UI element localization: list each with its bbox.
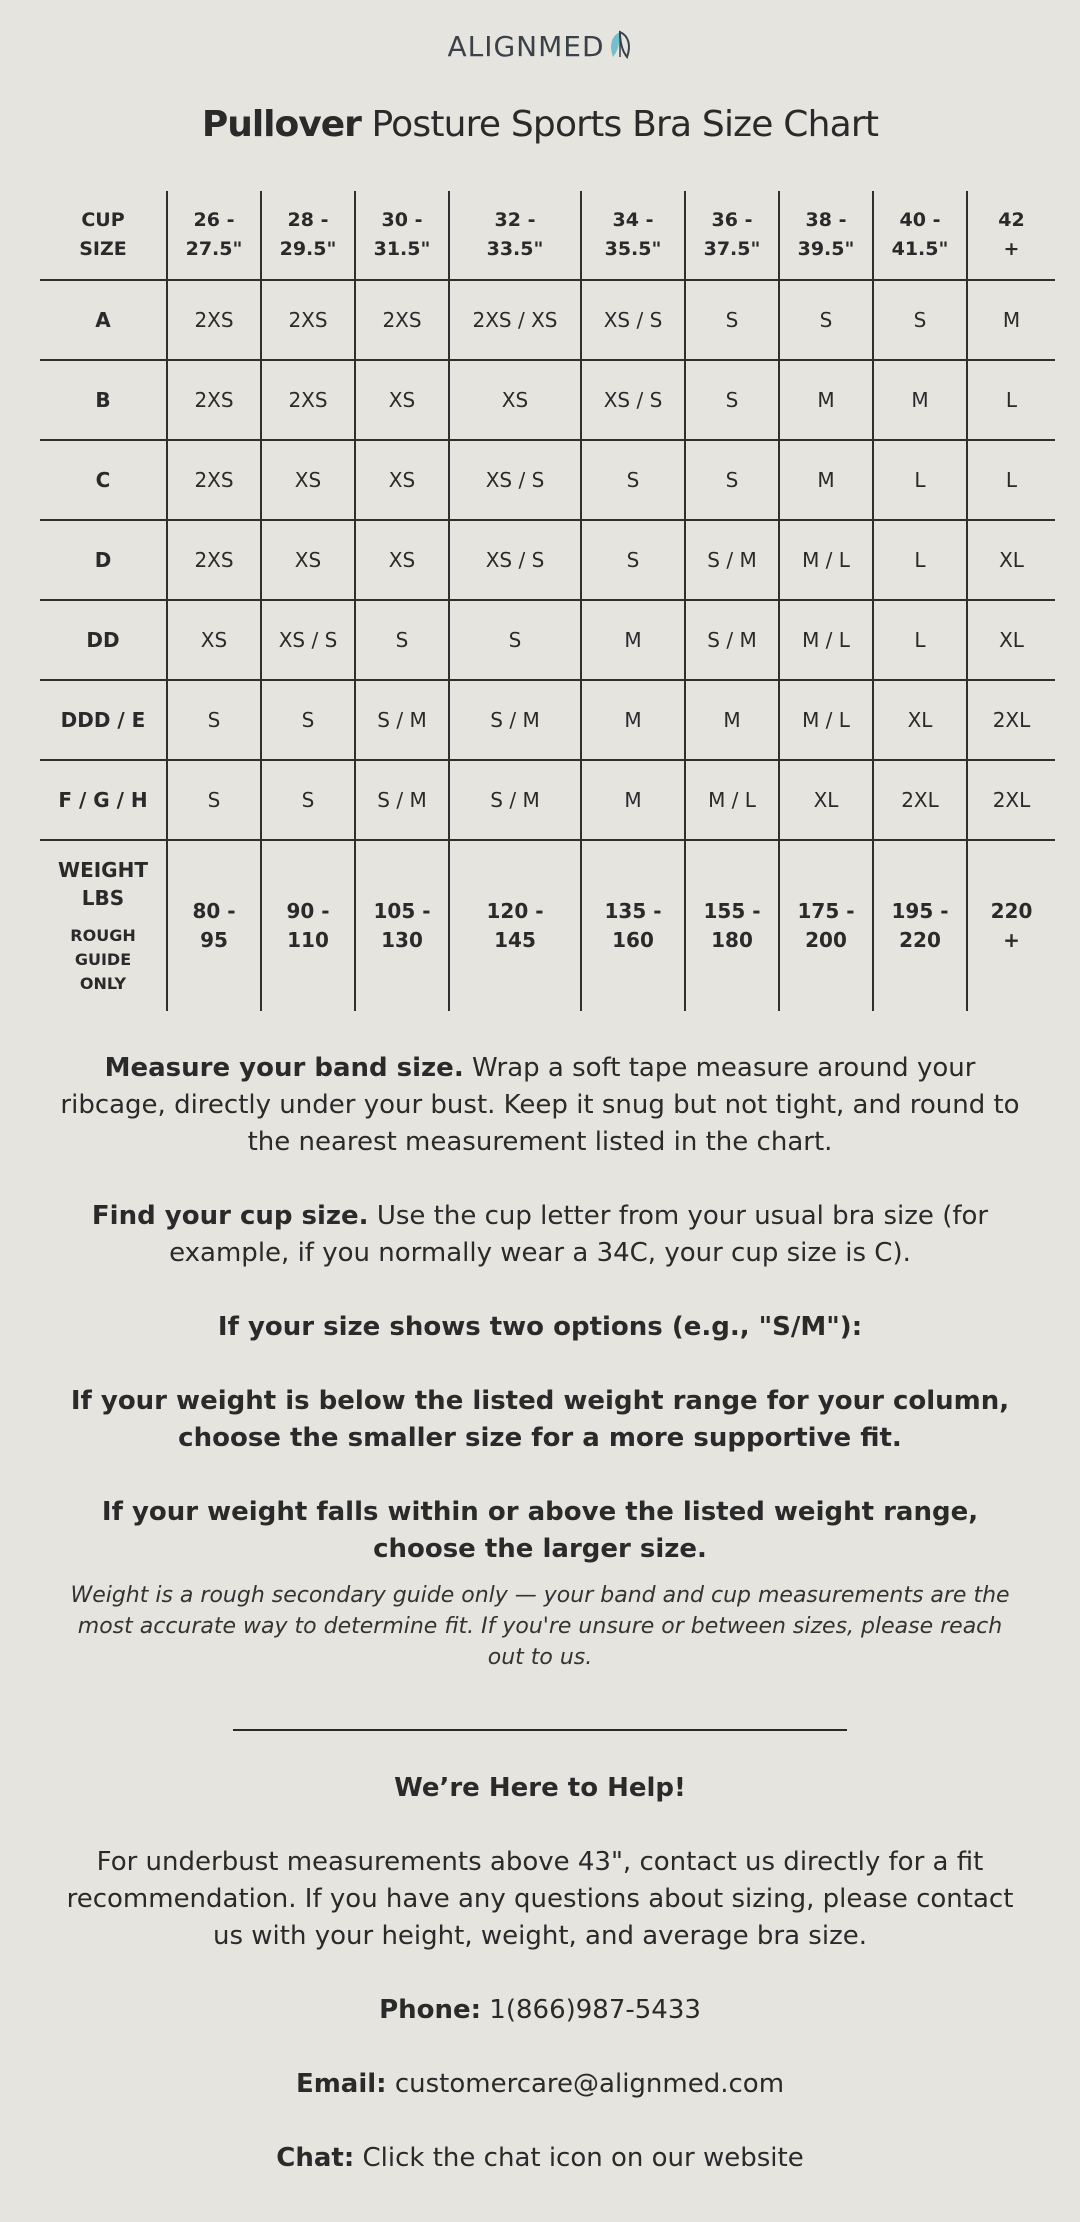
- size-cell: S / M: [449, 760, 581, 840]
- size-cell: M: [581, 760, 685, 840]
- size-cell: L: [873, 600, 967, 680]
- weight-below-rule: If your weight is below the listed weight range for your column, choose the smaller size for a more supportive fit.: [70, 1386, 1010, 1453]
- size-cell: S: [685, 280, 779, 360]
- size-cell: XS: [355, 360, 449, 440]
- table-row: [40, 600, 1055, 680]
- size-cell: XL: [873, 680, 967, 760]
- table-row: [40, 360, 1055, 440]
- weight-row: [40, 840, 1055, 1011]
- band-header: 36 - 37.5": [685, 191, 779, 280]
- size-cell: S: [873, 280, 967, 360]
- cup-cell: D: [40, 520, 167, 600]
- size-cell: 2XL: [967, 680, 1055, 760]
- size-cell: XS: [261, 440, 355, 520]
- cup-cell: DDD / E: [40, 680, 167, 760]
- weight-label-cell: [40, 840, 167, 1011]
- cup-size-instruction: Find your cup size. Use the cup letter from your usual bra size (for example, if you normally wear a 34C, your cup size is C).: [91, 1201, 989, 1268]
- size-cell: S / M: [355, 680, 449, 760]
- size-cell: S: [261, 760, 355, 840]
- email-contact[interactable]: Email: customercare@alignmed.com: [295, 2069, 785, 2099]
- brand-name: ALIGNMED: [447, 30, 605, 63]
- brand-logo[interactable]: [0, 30, 1080, 67]
- table-row: [40, 280, 1055, 360]
- size-cell: M: [581, 680, 685, 760]
- cup-cell: DD: [40, 600, 167, 680]
- size-cell: XL: [779, 760, 873, 840]
- weight-cell: 195 - 220: [873, 840, 967, 1011]
- weight-label: WEIGHT LBS: [58, 858, 148, 910]
- size-cell: 2XS: [261, 280, 355, 360]
- weight-cell: 135 - 160: [581, 840, 685, 1011]
- size-cell: XS / S: [261, 600, 355, 680]
- size-cell: S: [167, 760, 261, 840]
- band-header: 42 +: [967, 191, 1055, 280]
- help-description: For underbust measurements above 43", contact us directly for a fit recommendation. If you have any questions about sizing, please contact us with your height, weight, and average bra size.: [66, 1847, 1014, 1951]
- cup-cell: A: [40, 280, 167, 360]
- two-options-heading: If your size shows two options (e.g., "S/M"):: [217, 1312, 863, 1342]
- size-cell: XL: [967, 520, 1055, 600]
- size-cell: XS / S: [581, 280, 685, 360]
- table-row: [40, 440, 1055, 520]
- band-size-instruction: Measure your band size. Wrap a soft tape measure around your ribcage, directly under your bust. Keep it snug but not tight, and round to the nearest measurement listed in the chart.: [60, 1053, 1020, 1157]
- size-cell: M: [967, 280, 1055, 360]
- help-section: [50, 1770, 1030, 2177]
- size-cell: M / L: [685, 760, 779, 840]
- size-cell: 2XS: [261, 360, 355, 440]
- size-cell: 2XS: [167, 520, 261, 600]
- weight-within-rule: If your weight falls within or above the listed weight range, choose the larger size.: [101, 1497, 979, 1564]
- size-cell: L: [873, 520, 967, 600]
- band-header: 40 - 41.5": [873, 191, 967, 280]
- size-cell: S: [685, 440, 779, 520]
- rough-guide-note: ROUGH GUIDE ONLY: [70, 926, 136, 993]
- size-cell: XS: [355, 440, 449, 520]
- size-cell: S / M: [685, 600, 779, 680]
- size-cell: 2XS: [167, 360, 261, 440]
- cup-cell: F / G / H: [40, 760, 167, 840]
- table-row: [40, 520, 1055, 600]
- size-chart-table: [40, 191, 1055, 1011]
- size-cell: S: [581, 520, 685, 600]
- size-cell: XS / S: [449, 520, 581, 600]
- band-header: 26 - 27.5": [167, 191, 261, 280]
- weight-cell: 105 - 130: [355, 840, 449, 1011]
- size-cell: M: [779, 360, 873, 440]
- size-cell: M: [685, 680, 779, 760]
- band-header: 38 - 39.5": [779, 191, 873, 280]
- table-row: [40, 760, 1055, 840]
- size-cell: S / M: [355, 760, 449, 840]
- cup-cell: C: [40, 440, 167, 520]
- band-header: 28 - 29.5": [261, 191, 355, 280]
- size-cell: XS / S: [449, 440, 581, 520]
- size-cell: L: [873, 440, 967, 520]
- band-header: 34 - 35.5": [581, 191, 685, 280]
- weight-cell: 120 - 145: [449, 840, 581, 1011]
- size-cell: S / M: [449, 680, 581, 760]
- size-cell: XS / S: [581, 360, 685, 440]
- size-cell: 2XL: [967, 760, 1055, 840]
- weight-cell: 220 +: [990, 899, 1033, 952]
- size-cell: M / L: [779, 680, 873, 760]
- weight-guide-note: Weight is a rough secondary guide only — your band and cup measurements are the most accurate way to determine fit. If you're unsure or between sizes, please reach out to us.: [70, 1583, 1010, 1670]
- chat-contact[interactable]: Chat: Click the chat icon on our website: [276, 2143, 804, 2173]
- band-header: 30 - 31.5": [355, 191, 449, 280]
- weight-cell: 175 - 200: [779, 840, 873, 1011]
- weight-cell: 155 - 180: [685, 840, 779, 1011]
- size-cell: XS: [167, 600, 261, 680]
- size-cell: L: [967, 360, 1055, 440]
- size-cell: 2XS: [167, 440, 261, 520]
- size-cell: L: [967, 440, 1055, 520]
- title-bold: Pullover: [201, 104, 361, 145]
- size-cell: M: [581, 600, 685, 680]
- size-cell: 2XS / XS: [449, 280, 581, 360]
- size-cell: M / L: [779, 520, 873, 600]
- title-rest: Posture Sports Bra Size Chart: [360, 104, 879, 145]
- phone-contact[interactable]: Phone: 1(866)987-5433: [379, 1995, 701, 2025]
- size-cell: M: [779, 440, 873, 520]
- size-cell: XL: [967, 600, 1055, 680]
- fit-instructions: [60, 1050, 1020, 1673]
- cup-cell: B: [40, 360, 167, 440]
- size-cell: M / L: [779, 600, 873, 680]
- page-title: [0, 104, 1080, 145]
- size-cell: 2XS: [355, 280, 449, 360]
- band-header: 32 - 33.5": [449, 191, 581, 280]
- size-cell: M: [873, 360, 967, 440]
- size-cell: S: [261, 680, 355, 760]
- weight-cell: 80 - 95: [167, 840, 261, 1011]
- size-cell: S: [581, 440, 685, 520]
- size-cell: S: [167, 680, 261, 760]
- section-divider: [233, 1729, 847, 1731]
- size-cell: XS: [449, 360, 581, 440]
- size-cell: S: [355, 600, 449, 680]
- table-header-row: [40, 191, 1055, 280]
- size-cell: S: [449, 600, 581, 680]
- leaf-logo-icon: [607, 30, 633, 67]
- size-cell: XS: [261, 520, 355, 600]
- table-row: [40, 680, 1055, 760]
- size-cell: XS: [355, 520, 449, 600]
- size-cell: S / M: [685, 520, 779, 600]
- size-cell: S: [685, 360, 779, 440]
- size-cell: S: [779, 280, 873, 360]
- cup-size-header: CUP SIZE: [40, 191, 167, 280]
- help-heading: We’re Here to Help!: [394, 1773, 686, 1803]
- size-cell: 2XS: [167, 280, 261, 360]
- size-cell: 2XL: [873, 760, 967, 840]
- weight-cell: 90 - 110: [261, 840, 355, 1011]
